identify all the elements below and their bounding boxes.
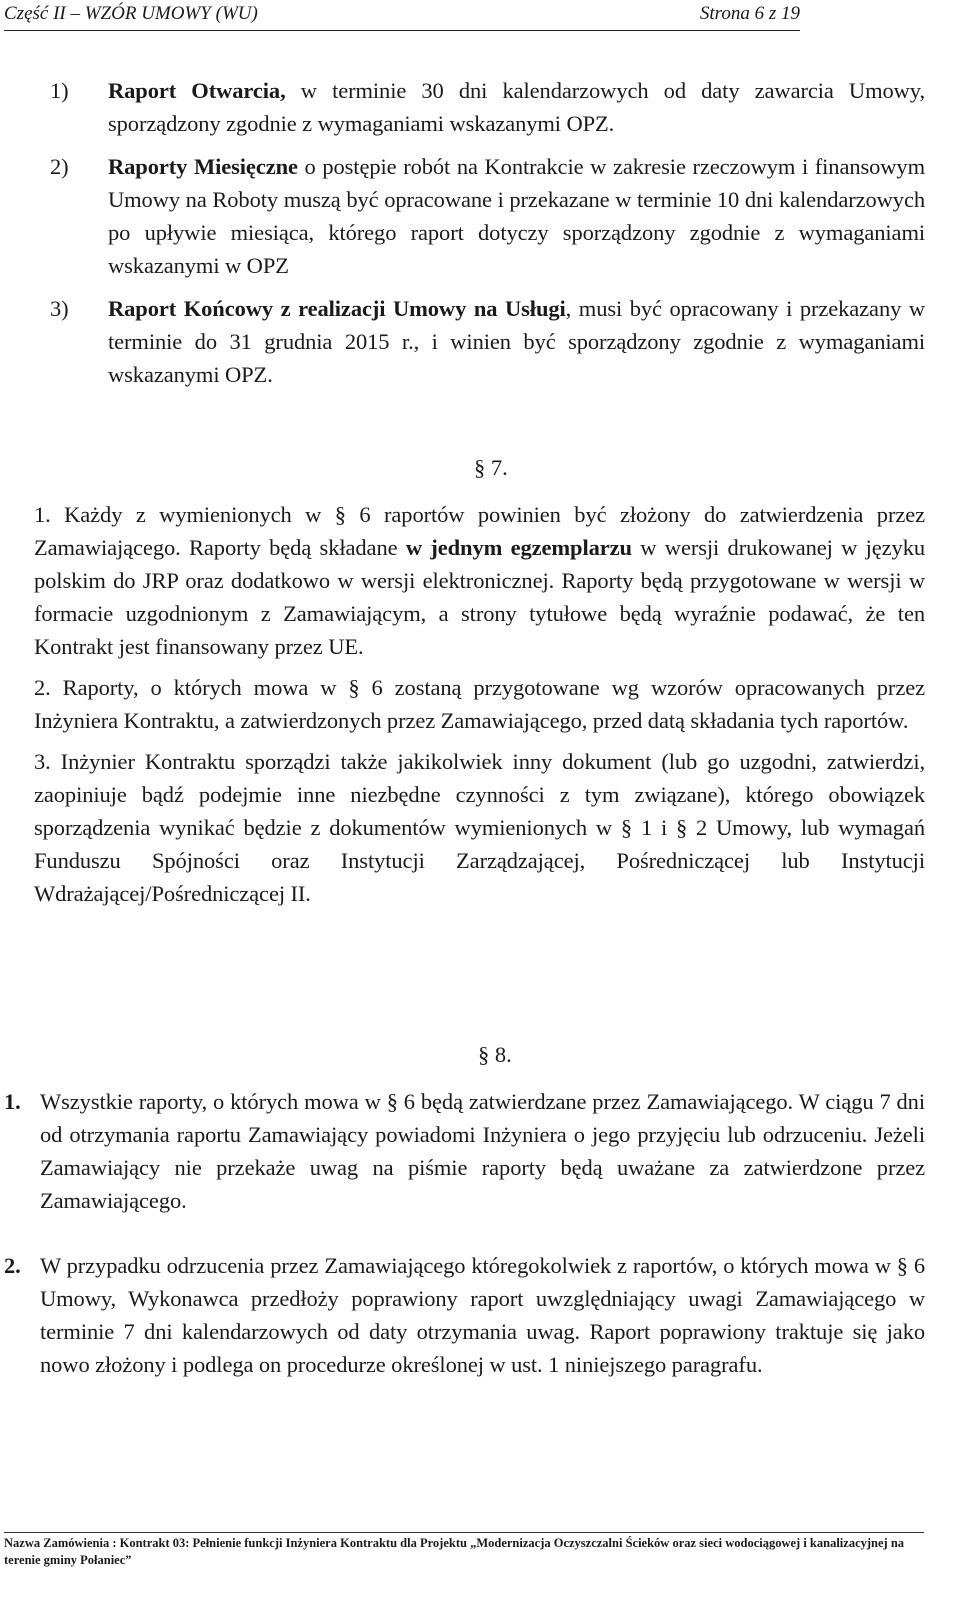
section-7-body	[34, 498, 925, 910]
list-text	[108, 74, 925, 140]
section-8-body	[4, 1085, 925, 1381]
section-7-title: § 7.	[474, 455, 508, 480]
paragraph-bold: w jednym egzemplarzu	[405, 535, 632, 560]
list-text: Wszystkie raporty, o których mowa w § 6 będą zatwierdzane przez Zamawiającego. W ciągu 7 dni od otrzymania raportu Zamawiający powiadomi Inżyniera o jego przyjęciu lub odrzuceniu. Jeżeli Zamawiający nie przekaże uwag na piśmie raporty będą uważane za zatwierdzone przez Zamawiającego.	[40, 1089, 925, 1213]
list-bold-term: Raport Otwarcia,	[108, 78, 286, 103]
list-rest: w terminie 30 dni kalendarzowych od daty zawarcia Umowy, sporządzony zgodnie z wymaganiami wskazanymi OPZ.	[108, 78, 925, 136]
list-number: 1.	[4, 1089, 21, 1114]
paragraph: 3. Inżynier Kontraktu sporządzi także jakikolwiek inny dokument (lub go uzgodni, zatwierdzi, zaopiniuje bądź podejmie inne niezbędne czynności z tym związane), którego obowiązek sporządzenia wynikać będzie z dokumentów wymienionych w § 1 i § 2 Umowy, lub wymagań Funduszu Spójności oraz Instytucji Zarządzającej, Pośredniczącej lub Instytucji Wdrażającej/Pośredniczącej II.	[34, 749, 925, 906]
list-text	[108, 292, 925, 391]
page-header	[4, 2, 800, 31]
list-item	[4, 1085, 925, 1217]
list-number: 2.	[4, 1253, 21, 1278]
list-rest: o postępie robót na Kontrakcie w zakresie rzeczowym i finansowym Umowy na Roboty muszą być opracowane i przekazane w terminie 10 dni kalendarzowych po upływie miesiąca, którego raport dotyczy sporządzony zgodnie z wymaganiami wskazanymi w OPZ	[108, 154, 925, 278]
list-item	[50, 150, 925, 282]
list-rest: , musi być opracowany i przekazany w terminie do 31 grudnia 2015 r., i winien być sporządzony zgodnie z wymaganiami wskazanymi OPZ.	[108, 296, 925, 387]
paragraph-text: 1. Każdy z wymienionych w § 6 raportów powinien być złożony do zatwierdzenia przez Zamawiającego. Raporty będą składane	[34, 502, 925, 560]
list-bold-term: Raport Końcowy z realizacji Umowy na Usługi	[108, 296, 566, 321]
list-item	[4, 1249, 925, 1381]
list-number: 2)	[50, 154, 69, 179]
list-number: 1)	[50, 78, 69, 103]
page-number: Strona 6 z 19	[699, 3, 800, 24]
paragraph	[34, 498, 925, 663]
list-text: W przypadku odrzucenia przez Zamawiającego któregokolwiek z raportów, o których mowa w § 6 Umowy, Wykonawca przedłoży poprawiony raport uwzględniający uwagi Zamawiającego w terminie 7 dni kalendarzowych od daty otrzymania uwag. Raport poprawiony traktuje się jako nowo złożony i podlega on procedurze określonej w ust. 1 niniejszego paragrafu.	[40, 1253, 925, 1377]
list-item	[50, 74, 925, 140]
report-list	[50, 74, 925, 391]
paragraph: 2. Raporty, o których mowa w § 6 zostaną przygotowane wg wzorów opracowanych przez Inżyniera Kontraktu, a zatwierdzonych przez Zamawiającego, przed datą składania tych raportów.	[34, 675, 925, 733]
header-title: Część II – WZÓR UMOWY (WU)	[4, 3, 258, 24]
list-item	[50, 292, 925, 391]
page-footer: Nazwa Zamówienia : Kontrakt 03: Pełnienie funkcji Inżyniera Kontraktu dla Projektu „Modernizacja Oczyszczalni Ścieków oraz sieci wodociągowej i kanalizacyjnej na terenie gminy Połaniec”	[4, 1532, 924, 1569]
list-text	[108, 150, 925, 282]
list-number: 3)	[50, 296, 69, 321]
list-bold-term: Raporty Miesięczne	[108, 154, 298, 179]
paragraph-text: w wersji drukowanej w języku polskim do JRP oraz dodatkowo w wersji elektronicznej. Raporty będą przygotowane w wersji w formacie uzgodnionym z Zamawiającym, a strony tytułowe będą wyraźnie podawać, że ten Kontrakt jest finansowany przez UE.	[34, 535, 925, 659]
section-8-title: § 8.	[478, 1042, 512, 1067]
